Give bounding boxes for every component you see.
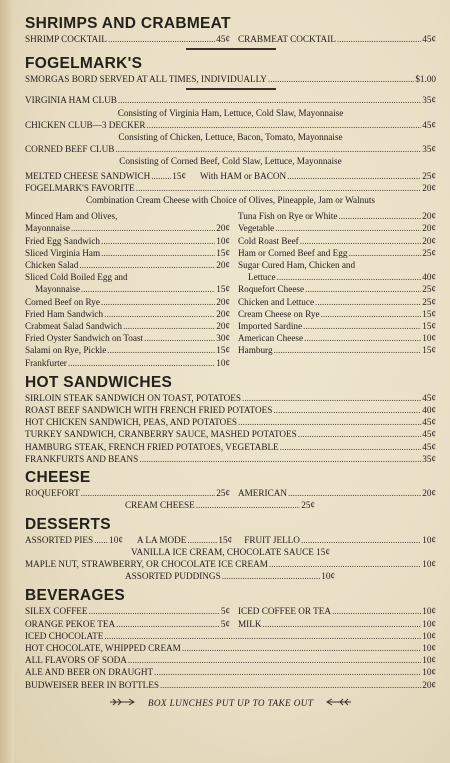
item-name: CORNED BEEF CLUB [25, 144, 115, 155]
item-name: BUDWEISER BEER IN BOTTLES [25, 679, 159, 690]
item-price: 20¢ [216, 308, 230, 319]
item-price: 35¢ [422, 95, 436, 106]
item-name: Sugar Cured Ham, Chicken and [238, 260, 356, 271]
leader-dots [280, 441, 422, 453]
menu-item [25, 487, 230, 499]
item-price: 20¢ [422, 223, 436, 234]
item-price: 10¢ [422, 333, 436, 344]
list-item [25, 308, 230, 320]
leader-dots [104, 630, 421, 642]
menu-item [25, 618, 230, 630]
section-title-shrimps: SHRIMPS AND CRABMEAT [25, 15, 231, 32]
leader-dots [242, 392, 421, 404]
item-price: 45¢ [422, 441, 436, 452]
section-title-cheese: CHEESE [25, 469, 91, 487]
leader-dots [81, 283, 215, 295]
leader-dots [300, 235, 421, 247]
item-name: Roquefort Cheese [238, 284, 305, 295]
item-name: ASSORTED PIES [25, 534, 94, 545]
item-name: VIRGINIA HAM CLUB [25, 95, 117, 106]
list-item [238, 283, 436, 295]
menu-item [25, 453, 436, 465]
leader-dots [274, 344, 422, 356]
list-item [238, 235, 436, 247]
leader-dots [104, 308, 215, 320]
item-price: 45¢ [216, 34, 230, 44]
item-price: 25¢ [422, 170, 436, 181]
item-price: 10¢ [422, 667, 436, 678]
item-price: 25¢ [301, 500, 315, 511]
item-name: HOT CHICKEN SANDWICH, PEAS, AND POTATOES [25, 417, 238, 428]
leader-dots [287, 170, 421, 182]
item-name: SHRIMP COCKTAIL [25, 34, 107, 44]
footer-note [25, 697, 436, 709]
item-price: 45¢ [422, 392, 436, 403]
leader-dots [160, 679, 421, 691]
leader-dots [298, 428, 421, 440]
list-item [238, 296, 436, 308]
leader-dots [321, 308, 422, 320]
list-item [25, 235, 230, 247]
menu-item [25, 143, 436, 155]
leader-dots [275, 222, 421, 234]
item-price: 10¢ [216, 235, 230, 246]
item-price: 5¢ [220, 606, 230, 617]
item-price: 20¢ [216, 296, 230, 307]
item-price: 10¢ [422, 618, 436, 629]
item-name: Mayonnaise [35, 284, 80, 295]
item-name: Minced Ham and Olives, [25, 211, 118, 222]
menu-item-melted [25, 170, 436, 182]
item-name: CHICKEN CLUB—3 DECKER [25, 119, 146, 130]
menu-item-smorgas [25, 73, 436, 85]
item-name: Hamburg [238, 345, 273, 356]
menu-item [25, 679, 436, 691]
menu-item [25, 392, 436, 404]
leader-dots [273, 404, 421, 416]
leader-dots [268, 73, 414, 85]
leader-dots [68, 357, 215, 369]
item-price: 20¢ [216, 321, 230, 332]
item-price: 20¢ [422, 679, 436, 690]
item-price: 20¢ [422, 235, 436, 246]
arrow-right-icon [109, 697, 137, 709]
leader-dots [269, 558, 421, 570]
item-price: 45¢ [422, 119, 436, 130]
item-name: TURKEY SANDWICH, CRANBERRY SAUCE, MASHED POTATOES [25, 429, 297, 440]
leader-dots [238, 416, 421, 428]
item-price: 45¢ [422, 34, 436, 44]
menu-item [25, 654, 436, 666]
item-name: CREAM CHEESE [125, 500, 195, 511]
leader-dots [304, 332, 421, 344]
menu-item [25, 404, 436, 416]
leader-dots [262, 618, 421, 630]
sandwich-column-left [25, 210, 230, 369]
leader-dots [182, 642, 421, 654]
leader-dots [303, 320, 421, 332]
sandwich-columns [25, 210, 436, 369]
list-item [25, 332, 230, 344]
section-title-hot: HOT SANDWICHES [25, 373, 173, 391]
item-price: 25¢ [216, 488, 230, 499]
list-item [25, 296, 230, 308]
item-name: AMERICAN [238, 488, 288, 499]
leader-dots [348, 247, 421, 259]
item-price: 35¢ [422, 144, 436, 155]
leader-dots [108, 33, 215, 45]
leader-dots [288, 487, 421, 499]
leader-dots [128, 654, 421, 666]
item-price: 30¢ [216, 333, 230, 344]
leader-dots [101, 247, 215, 259]
list-item [25, 320, 230, 332]
item-price: 10¢ [422, 642, 436, 653]
item-name: Fried Ham Sandwich [25, 308, 104, 319]
menu-item [25, 416, 436, 428]
divider [186, 88, 276, 90]
dessert-row [25, 534, 436, 546]
item-price: 15¢ [216, 345, 230, 356]
section-title-desserts: DESSERTS [25, 515, 111, 533]
list-item [238, 210, 436, 222]
item-price: 15¢ [172, 170, 187, 181]
item-name: Lettuce [248, 272, 276, 283]
item-price: 15¢ [216, 284, 230, 295]
beverage-pair-row [25, 618, 436, 630]
leader-dots [101, 235, 215, 247]
item-name: SMORGAS BORD SERVED AT ALL TIMES, INDIVIDUALLY [25, 74, 267, 85]
item-price: 10¢ [422, 655, 436, 666]
item-price: 40¢ [422, 405, 436, 416]
menu-item [25, 558, 436, 570]
list-item [25, 259, 230, 271]
leader-dots [305, 283, 421, 295]
item-name: With HAM or BACON [200, 170, 287, 181]
item-name: FRUIT JELLO [244, 534, 300, 545]
leader-dots [101, 296, 215, 308]
item-name: Chicken Salad [25, 260, 79, 271]
leader-dots [118, 94, 421, 106]
item-name: FOGELMARK'S FAVORITE [25, 182, 135, 193]
item-name: Fried Egg Sandwich [25, 235, 101, 246]
list-item [238, 308, 436, 320]
item-name: Crabmeat Salad Sandwich [25, 321, 122, 332]
item-name: Sliced Virginia Ham [25, 247, 101, 258]
item-name: ALE AND BEER ON DRAUGHT [25, 667, 154, 678]
item-description: Combination Cream Cheese with Choice of Olives, Pineapple, Jam or Walnuts [86, 195, 375, 206]
cheese-row [25, 487, 436, 499]
item-name: A LA MODE [136, 534, 187, 545]
item-name: Ham or Corned Beef and Egg [238, 247, 348, 258]
list-item [25, 283, 230, 295]
item-price: 20¢ [422, 211, 436, 222]
item-name: ASSORTED PUDDINGS [125, 571, 221, 582]
item-name: MELTED CHEESE SANDWICH [25, 170, 151, 181]
leader-dots [79, 259, 215, 271]
item-name: SIRLOIN STEAK SANDWICH ON TOAST, POTATOES [25, 392, 242, 403]
leader-dots [107, 344, 215, 356]
item-name: American Cheese [238, 333, 304, 344]
item-name: HOT CHOCOLATE, WHIPPED CREAM [25, 642, 181, 653]
leader-dots [94, 534, 108, 546]
item-name: ALL FLAVORS OF SODA [25, 655, 127, 666]
leader-dots [136, 182, 421, 194]
section-title-fogelmark: FOGELMARK'S [25, 55, 143, 73]
item-price: 45¢ [422, 417, 436, 428]
item-name: HAMBURG STEAK, FRENCH FRIED POTATOES, VEGETABLE [25, 441, 279, 452]
item-name: Mayonnaise [25, 223, 70, 234]
leader-dots [222, 570, 321, 582]
list-item [238, 222, 436, 234]
item-description: Consisting of Chicken, Lettuce, Bacon, Tomato, Mayonnaise [118, 132, 343, 143]
item-price: $1.00 [415, 74, 436, 85]
item-name: Frankfurter [25, 357, 67, 368]
leader-dots [115, 143, 421, 155]
leader-dots [277, 271, 422, 283]
item-price: 10¢ [422, 630, 436, 641]
item-price: 5¢ [220, 618, 230, 629]
item-name: ICED COFFEE OR TEA [238, 606, 331, 617]
list-item [238, 259, 436, 271]
menu-item-favorite [25, 182, 436, 194]
item-description: Consisting of Virginia Ham, Lettuce, Cold Slaw, Mayonnaise [117, 107, 344, 118]
sandwich-column-right [238, 210, 436, 369]
item-price: 25¢ [422, 247, 436, 258]
item-name: Chicken and Lettuce [238, 296, 315, 307]
item-name: Imported Sardine [238, 321, 303, 332]
item-name: ROQUEFORT [25, 488, 80, 499]
item-name: Tuna Fish on Rye or White [238, 211, 338, 222]
list-item [238, 271, 436, 283]
item-price: 15¢ [422, 345, 436, 356]
item-price: 20¢ [422, 182, 436, 193]
list-item [238, 332, 436, 344]
item-name: Cold Roast Beef [238, 235, 299, 246]
menu-item [125, 570, 335, 582]
leader-dots [139, 453, 421, 465]
item-name: SILEX COFFEE [25, 606, 88, 617]
item-name: FRANKFURTS AND BEANS [25, 453, 139, 464]
item-name: Salami on Rye, Pickle [25, 345, 107, 356]
item-name: Cream Cheese on Rye [238, 308, 320, 319]
item-price: 20¢ [216, 223, 230, 234]
item-price: 10¢ [422, 606, 436, 617]
menu-item [238, 487, 436, 499]
leader-dots [89, 605, 220, 617]
leader-dots [71, 222, 215, 234]
item-name: ROAST BEEF SANDWICH WITH FRENCH FRIED POTATOES [25, 405, 273, 416]
item-name: Fried Oyster Sandwich on Toast [25, 333, 144, 344]
section-title-beverages: BEVERAGES [25, 587, 126, 605]
leader-dots [301, 534, 421, 546]
beverage-pair-row [25, 605, 436, 617]
shrimps-row [25, 33, 436, 45]
leader-dots [338, 210, 421, 222]
item-name: MILK [238, 618, 262, 629]
leader-dots [196, 499, 301, 511]
arrow-left-icon [324, 697, 352, 709]
item-name: Vegetable [238, 223, 275, 234]
list-item [25, 210, 230, 222]
item-price: 10¢ [216, 357, 230, 368]
menu-item [25, 119, 436, 131]
item-price: 10¢ [109, 534, 123, 545]
item-name: ICED CHOCOLATE [25, 630, 104, 641]
item-price: 40¢ [422, 272, 436, 283]
leader-dots [315, 296, 421, 308]
item-price: 15¢ [218, 534, 233, 545]
list-item [238, 344, 436, 356]
menu-item [25, 630, 436, 642]
leader-dots [116, 618, 220, 630]
list-item [25, 344, 230, 356]
item-price: 10¢ [422, 534, 436, 545]
leader-dots [81, 487, 216, 499]
leader-dots [144, 332, 215, 344]
menu-item [25, 94, 436, 106]
menu-item [238, 33, 436, 45]
leader-dots [123, 320, 215, 332]
list-item [238, 320, 436, 332]
leader-dots [187, 534, 217, 546]
menu-item [238, 618, 436, 630]
menu-item [25, 605, 230, 617]
menu-item [25, 642, 436, 654]
divider [186, 48, 276, 50]
menu-item [25, 33, 230, 45]
menu-item [125, 499, 315, 511]
item-price: 15¢ [216, 247, 230, 258]
item-name: MAPLE NUT, STRAWBERRY, OR CHOCOLATE ICE CREAM [25, 558, 268, 569]
item-description: Consisting of Corned Beef, Cold Slaw, Lettuce, Mayonnaise [119, 156, 342, 167]
leader-dots [146, 119, 421, 131]
dessert-vanilla: VANILLA ICE CREAM, CHOCOLATE SAUCE 15¢ [131, 546, 330, 557]
item-price: 10¢ [422, 558, 436, 569]
menu-item [25, 666, 436, 678]
item-price: 10¢ [321, 571, 335, 582]
item-price: 15¢ [422, 321, 436, 332]
item-name: ORANGE PEKOE TEA [25, 618, 116, 629]
list-item [238, 247, 436, 259]
item-name: Corned Beef on Rye [25, 296, 100, 307]
leader-dots [337, 33, 421, 45]
item-price: 15¢ [422, 308, 436, 319]
item-price: 20¢ [216, 260, 230, 271]
menu-item [25, 441, 436, 453]
list-item [25, 357, 230, 369]
item-price: 25¢ [422, 284, 436, 295]
item-price: 35¢ [422, 453, 436, 464]
menu-item [25, 428, 436, 440]
leader-dots [332, 605, 421, 617]
footer-text: BOX LUNCHES PUT UP TO TAKE OUT [147, 697, 314, 708]
list-item [25, 222, 230, 234]
item-price: 25¢ [422, 296, 436, 307]
list-item [25, 271, 230, 283]
leader-dots [151, 170, 171, 182]
item-price: 45¢ [422, 429, 436, 440]
menu-item [238, 605, 436, 617]
leader-dots [154, 666, 421, 678]
list-item [25, 247, 230, 259]
item-name: Sliced Cold Boiled Egg and [25, 272, 128, 283]
item-name: CRABMEAT COCKTAIL [238, 34, 336, 44]
item-price: 20¢ [422, 488, 436, 499]
